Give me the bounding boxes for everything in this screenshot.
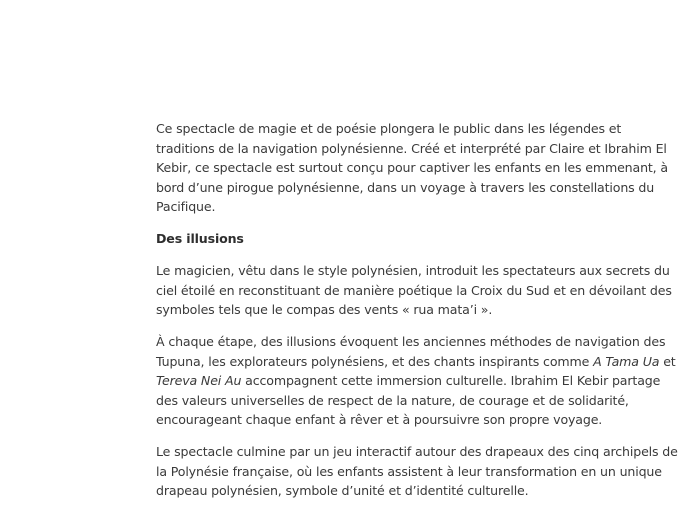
paragraph-finale: Le spectacle culmine par un jeu interactif autour des drapeaux des cinq archipels de la Polynésie française, où les enfants assistent à leur transformation en un unique drapeau polynésien, symbole d’unité et d’identité culturelle. <box>156 444 678 498</box>
paragraph-text: et <box>659 353 676 369</box>
song-title: Tereva Nei Au <box>156 373 242 388</box>
paragraph-text: accompagnent cette immersion culturelle. Ibrahim El Kebir partage des valeurs universelles de respect de la nature, de courage et de solidarité, encourageant chaque enfant à rêver et à poursuivre son propre voyage. <box>156 373 661 427</box>
paragraph-illusions <box>156 332 681 430</box>
paragraph-magician: Le magicien, vêtu dans le style polynésien, introduit les spectateurs aux secrets du ciel étoilé en reconstituant de manière poétique la Croix du Sud et en dévoilant des symboles tels que le compas des vents « rua mata’i ». <box>156 263 672 317</box>
paragraph-text: À chaque étape, des illusions évoquent les anciennes méthodes de navigation des Tupuna, les explorateurs polynésiens, et des chants inspirants comme <box>156 334 666 369</box>
song-title: A Tama Ua <box>593 353 660 369</box>
intro-paragraph: Ce spectacle de magie et de poésie plongera le public dans les légendes et traditions de la navigation polynésienne. Créé et interprété par Claire et Ibrahim El Kebir, ce spectacle est surtout conçu pour captiver les enfants en les emmenant, à bord d’une pirogue polynésienne, dans un voyage à travers les constellations du Pacifique. <box>156 121 668 214</box>
article-body <box>156 119 681 513</box>
section-heading: Des illusions <box>156 231 244 246</box>
